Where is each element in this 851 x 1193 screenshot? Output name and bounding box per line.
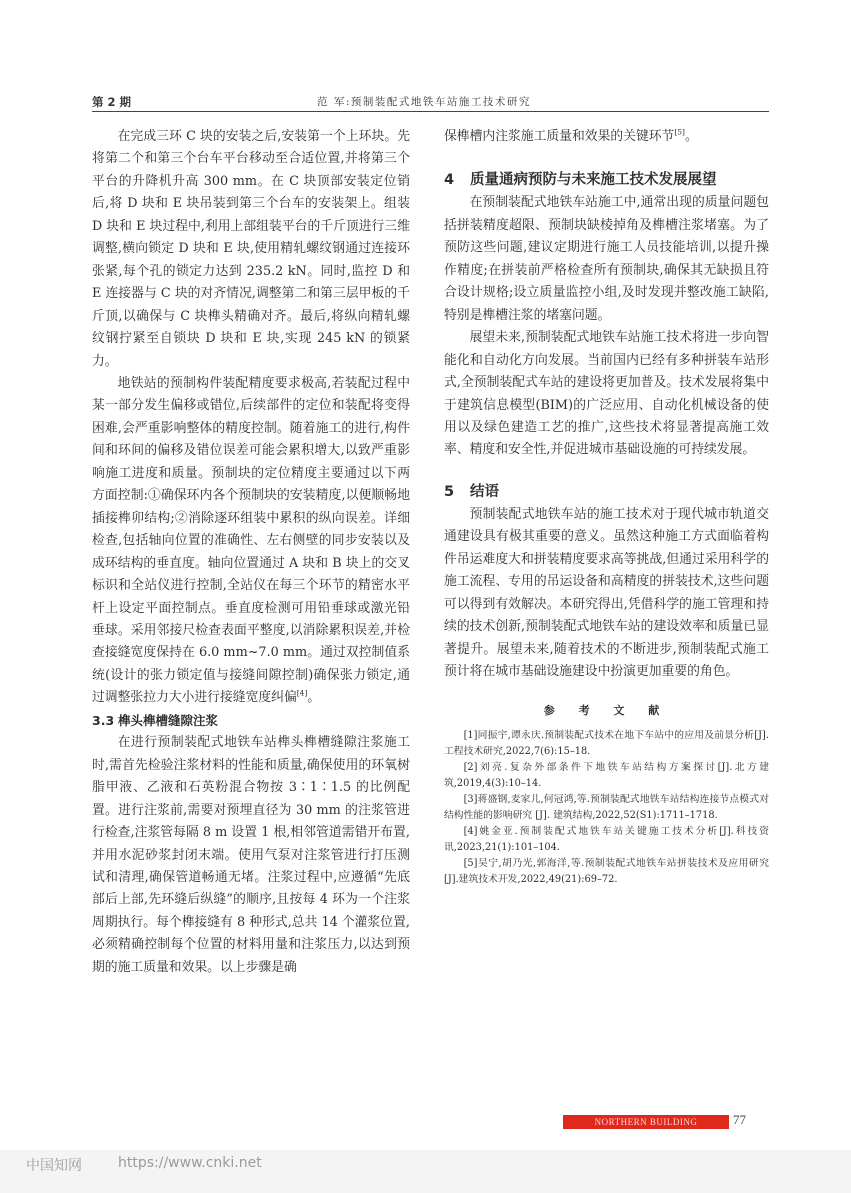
- section-heading-3-3: 3.3 榫头榫槽缝隙注浆: [92, 712, 219, 728]
- issue-number: 第 2 期: [92, 95, 132, 109]
- reference-item: [3]蒋盛钢,麦家儿,何冠鸿,等.预制装配式地铁车站结构连接节点模式对结构性能的影响研究 [J]. 建筑结构,2022,52(S1):1711–1718.: [444, 793, 769, 821]
- journal-footer-bar: NORTHERN BUILDING: [563, 1115, 729, 1129]
- paragraph-future-outlook: 展望未来,预制装配式地铁车站施工技术将进一步向智能化和自动化方向发展。当前国内已经有多种拼装车站形式,全预制装配式车站的建设将更加普及。技术发展将集中于建筑信息模型(BIM)的广泛应用、自动化机械设备的使用以及绿色建造工艺的推广,这些技术将显著提高施工效率、精度和安全性,并促进城市基础设施的可持续发展。: [444, 330, 769, 458]
- citation-5[interactable]: [5]: [674, 127, 685, 137]
- paragraph-grouting-cont: 保榫槽内注浆施工质量和效果的关键环节[5]。: [444, 127, 698, 144]
- reference-item: [4]姚金亚.预制装配式地铁车站关键施工技术分析[J].科技资讯,2023,21(1):101–104.: [444, 825, 769, 853]
- left-column: [92, 126, 410, 979]
- page-number: 77: [733, 1112, 746, 1127]
- reference-item: [5]吴宁,胡乃光,郭海洋,等.预制装配式地铁车站拼装技术及应用研究[J].建筑技术开发,2022,49(21):69–72.: [444, 857, 769, 885]
- running-title: 范 军:预制装配式地铁车站施工技术研究: [317, 96, 531, 108]
- paragraph-precision-control: 地铁站的预制构件装配精度要求极高,若装配过程中某一部分发生偏移或错位,后续部件的定位和装配将变得困难,会严重影响整体的精度控制。随着施工的进行,构件间和环间的偏移及错位误差可能会累积增大,以致严重影响施工进度和质量。预制块的定位精度主要通过以下两方面控制:①确保环内各个预制块的安装精度,以便顺畅地插接榫卯结构;②消除逐环组装中累积的纵向误差。详细检查,包括轴向位置的准确性、左右侧壁的同步安装以及成环结构的垂直度。轴向位置通过 A 块和 B 块上的交叉标识和全站仪进行控制,全站仪在每三个环节的精密水平杆上设定平面控制点。垂直度检测可用铅垂球或激光铅垂球。采用邻接尺检查表面平整度,以消除累积误差,并检查接缝宽度保持在 6.0 mm~7.0 mm。通过双控制值系统(设计的张力锁定值与接缝间隙控制)确保张力锁定,通过调整张拉力大小进行接缝宽度纠偏[4]。: [92, 375, 410, 706]
- citation-4[interactable]: [4]: [296, 689, 308, 699]
- paragraph-quality-prevention: 在预制装配式地铁车站施工中,通常出现的质量问题包括拼装精度超限、预制块缺棱掉角及榫槽注浆堵塞。为了预防这些问题,建议定期进行施工人员技能培训,以提升操作精度;在拼装前严格检查所有预制块,确保其无缺损且符合设计规格;设立质量监控小组,及时发现并整改施工缺陷,特别是榫槽注浆的堵塞问题。: [444, 195, 769, 323]
- paragraph-conclusion: 预制装配式地铁车站的施工技术对于现代城市轨道交通建设具有极其重要的意义。虽然这种施工方式面临着构件吊运难度大和拼装精度要求高等挑战,但通过采用科学的施工流程、专用的吊运设备和高精度的拼装技术,这些问题可以得到有效解决。本研究得出,凭借科学的施工管理和持续的技术创新,预制装配式地铁车站的建设效率和质量已显著提升。展望未来,随着技术的不断进步,预制装配式施工预计将在城市基础设施建设中扮演更加重要的角色。: [444, 506, 769, 680]
- reference-list: [444, 728, 769, 888]
- paragraph-upper-ring-install: 在完成三环 C 块的安装之后,安装第一个上环块。先将第二个和第三个台车平台移动至合适位置,并将第三个平台的升降机升高 300 mm。在 C 块顶部安装定位销后,将 D 块和 E 块吊装到第三个台车的安装架上。组装 D 块和 E 块过程中,利用上部组装平台的千斤顶进行三维调整,横向锁定 D 块和 E 块,使用精轧螺纹钢通过连接环张紧,每个孔的锁定力达到 235.2 kN。同时,监控 D 和 E 连接器与 C 块的对齐情况,调整第二和第三层甲板的千斤顶,以确保与 C 块榫头精确对齐。最后,将纵向精轧螺纹钢拧紧至自锁块 D 块和 E 块,实现 245 kN 的锁紧力。: [92, 129, 410, 369]
- right-column: [444, 126, 769, 888]
- watermark-site-name: 中国知网: [26, 1158, 82, 1174]
- reference-item: [1]同振宇,谭永庆.预制装配式技术在地下车站中的应用及前景分析[J].工程技术研究,2022,7(6):15–18.: [444, 729, 769, 757]
- section-heading-4: 4 质量通病预防与未来施工技术发展展望: [444, 172, 717, 189]
- paragraph-grouting: 在进行预制装配式地铁车站榫头榫槽缝隙注浆施工时,需首先检验注浆材料的性能和质量,确保使用的环氧树脂甲液、乙液和石英粉混合物按 3∶1∶1.5 的比例配置。进行注浆前,需要对预埋直径为 30 mm 的注浆管进行检查,注浆管每隔 8 m 设置 1 根,相邻管道需错开布置,并用水泥砂浆封闭末端。使用气泵对注浆管进行打压测试和清理,确保管道畅通无堵。注浆过程中,应遵循“先底部后上部,先环缝后纵缝”的顺序,且按每 4 环为一个注浆周期执行。每个榫接缝有 8 种形式,总共 14 个灌浆位置,必须精确控制每个位置的材料用量和注浆压力,以达到预期的施工质量和效果。以上步骤是确: [92, 735, 410, 975]
- running-header: [92, 90, 769, 112]
- watermark-url[interactable]: https://www.cnki.net: [118, 1155, 262, 1171]
- references-title: 参 考 文 献: [543, 703, 670, 717]
- reference-item: [2]刘亮.复杂外部条件下地铁车站结构方案探讨[J].北方建筑,2019,4(3):10–14.: [444, 761, 769, 789]
- section-heading-5: 5 结语: [444, 483, 499, 500]
